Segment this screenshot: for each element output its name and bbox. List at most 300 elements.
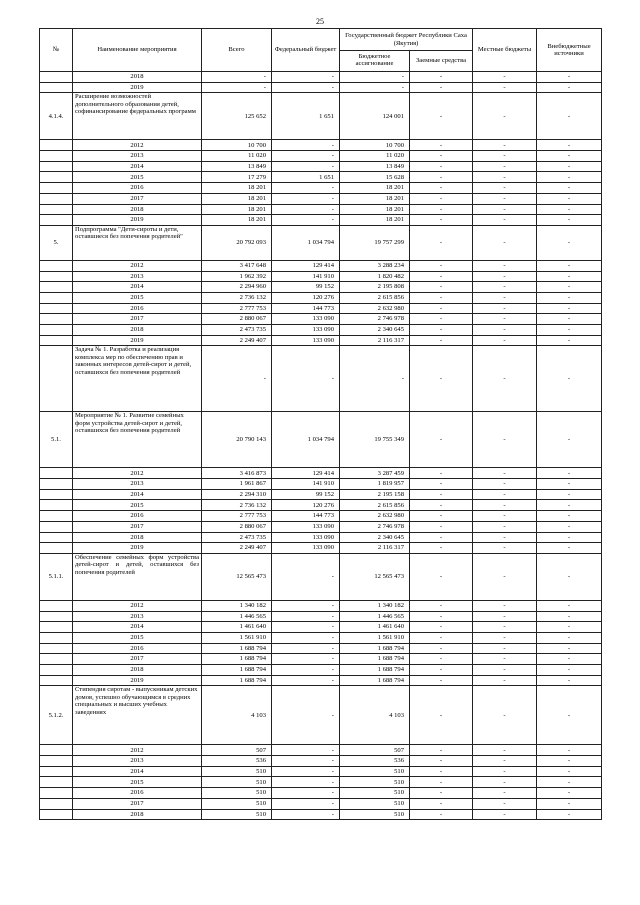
cell-federal: - bbox=[272, 161, 340, 172]
cell-number bbox=[40, 282, 73, 293]
table-row bbox=[40, 151, 602, 162]
cell-number bbox=[40, 632, 73, 643]
cell-local: - bbox=[473, 809, 537, 820]
page-number: 25 bbox=[316, 17, 324, 26]
cell-year: 2013 bbox=[73, 271, 202, 282]
table-row bbox=[40, 225, 602, 260]
cell-year: 2017 bbox=[73, 193, 202, 204]
cell-local: - bbox=[473, 172, 537, 183]
cell-extra: - bbox=[537, 511, 602, 522]
cell-local: - bbox=[473, 489, 537, 500]
cell-total: 2 294 960 bbox=[202, 282, 272, 293]
table-row bbox=[40, 335, 602, 346]
cell-year: 2012 bbox=[73, 468, 202, 479]
cell-republic-loan: - bbox=[410, 193, 473, 204]
cell-local: - bbox=[473, 151, 537, 162]
cell-number bbox=[40, 346, 73, 412]
cell-year: 2017 bbox=[73, 798, 202, 809]
header-republic-loan: Заемные средства bbox=[410, 51, 473, 72]
cell-year: 2014 bbox=[73, 161, 202, 172]
cell-total: 4 103 bbox=[202, 686, 272, 745]
cell-republic-loan: - bbox=[410, 611, 473, 622]
cell-republic-alloc: 18 201 bbox=[340, 183, 410, 194]
cell-local: - bbox=[473, 314, 537, 325]
cell-total: 2 880 067 bbox=[202, 314, 272, 325]
cell-republic-alloc: 2 746 978 bbox=[340, 314, 410, 325]
cell-federal: 133 090 bbox=[272, 335, 340, 346]
cell-local: - bbox=[473, 553, 537, 600]
cell-local: - bbox=[473, 675, 537, 686]
cell-republic-alloc: 507 bbox=[340, 745, 410, 756]
cell-republic-alloc: 2 116 317 bbox=[340, 335, 410, 346]
cell-local: - bbox=[473, 665, 537, 676]
cell-federal: 1 034 794 bbox=[272, 412, 340, 468]
cell-extra: - bbox=[537, 183, 602, 194]
cell-federal: 1 034 794 bbox=[272, 225, 340, 260]
cell-federal: - bbox=[272, 611, 340, 622]
cell-number bbox=[40, 303, 73, 314]
cell-republic-loan: - bbox=[410, 335, 473, 346]
cell-extra: - bbox=[537, 140, 602, 151]
header-federal: Федеральный бюджет bbox=[272, 29, 340, 72]
cell-total: - bbox=[202, 346, 272, 412]
cell-total: 2 880 067 bbox=[202, 521, 272, 532]
cell-year: 2013 bbox=[73, 151, 202, 162]
cell-local: - bbox=[473, 93, 537, 140]
cell-year: 2015 bbox=[73, 500, 202, 511]
cell-year: 2016 bbox=[73, 643, 202, 654]
cell-republic-loan: - bbox=[410, 600, 473, 611]
cell-extra: - bbox=[537, 479, 602, 490]
cell-number bbox=[40, 777, 73, 788]
cell-federal: 133 090 bbox=[272, 314, 340, 325]
cell-total: 2 777 753 bbox=[202, 303, 272, 314]
cell-republic-loan: - bbox=[410, 543, 473, 554]
cell-local: - bbox=[473, 798, 537, 809]
cell-federal: - bbox=[272, 777, 340, 788]
cell-republic-alloc: 1 819 957 bbox=[340, 479, 410, 490]
cell-republic-loan: - bbox=[410, 260, 473, 271]
cell-number bbox=[40, 665, 73, 676]
cell-republic-loan: - bbox=[410, 632, 473, 643]
cell-extra: - bbox=[537, 521, 602, 532]
table-row bbox=[40, 777, 602, 788]
cell-republic-alloc: 536 bbox=[340, 756, 410, 767]
cell-number: 5.1.1. bbox=[40, 553, 73, 600]
cell-extra: - bbox=[537, 468, 602, 479]
cell-local: - bbox=[473, 303, 537, 314]
cell-republic-loan: - bbox=[410, 665, 473, 676]
cell-extra: - bbox=[537, 151, 602, 162]
cell-republic-alloc: 18 201 bbox=[340, 204, 410, 215]
cell-year: 2013 bbox=[73, 479, 202, 490]
cell-federal: - bbox=[272, 82, 340, 93]
cell-extra: - bbox=[537, 346, 602, 412]
cell-number bbox=[40, 82, 73, 93]
cell-extra: - bbox=[537, 756, 602, 767]
cell-number: 5.1.2. bbox=[40, 686, 73, 745]
cell-number bbox=[40, 543, 73, 554]
cell-republic-alloc: 15 628 bbox=[340, 172, 410, 183]
cell-total: 18 201 bbox=[202, 193, 272, 204]
cell-year: 2018 bbox=[73, 72, 202, 83]
cell-republic-alloc: 1 340 182 bbox=[340, 600, 410, 611]
cell-local: - bbox=[473, 292, 537, 303]
cell-local: - bbox=[473, 521, 537, 532]
cell-local: - bbox=[473, 745, 537, 756]
cell-total: 1 688 794 bbox=[202, 665, 272, 676]
cell-number: 5.1. bbox=[40, 412, 73, 468]
table-row bbox=[40, 511, 602, 522]
table-row bbox=[40, 346, 602, 412]
cell-number bbox=[40, 611, 73, 622]
cell-total: 2 736 132 bbox=[202, 292, 272, 303]
cell-republic-loan: - bbox=[410, 161, 473, 172]
table-row bbox=[40, 204, 602, 215]
cell-year: 2018 bbox=[73, 809, 202, 820]
table-row bbox=[40, 303, 602, 314]
cell-local: - bbox=[473, 282, 537, 293]
cell-total: 2 777 753 bbox=[202, 511, 272, 522]
cell-republic-alloc: 1 688 794 bbox=[340, 675, 410, 686]
cell-year: 2019 bbox=[73, 675, 202, 686]
cell-total: 1 461 640 bbox=[202, 622, 272, 633]
cell-federal: - bbox=[272, 654, 340, 665]
cell-federal: 133 090 bbox=[272, 325, 340, 336]
table-row bbox=[40, 788, 602, 799]
cell-year: 2017 bbox=[73, 314, 202, 325]
cell-extra: - bbox=[537, 335, 602, 346]
header-name: Наименование мероприятия bbox=[73, 29, 202, 72]
cell-extra: - bbox=[537, 777, 602, 788]
cell-extra: - bbox=[537, 643, 602, 654]
cell-republic-loan: - bbox=[410, 809, 473, 820]
cell-year: 2013 bbox=[73, 756, 202, 767]
cell-republic-loan: - bbox=[410, 225, 473, 260]
cell-name: Мероприятие № 1. Развитие семейных форм устройства детей-сирот и детей, оставшихся без попечения родителей bbox=[73, 412, 202, 468]
header-local: Местные бюджеты bbox=[473, 29, 537, 72]
cell-republic-alloc: 3 288 234 bbox=[340, 260, 410, 271]
cell-federal: 144 773 bbox=[272, 511, 340, 522]
cell-number bbox=[40, 745, 73, 756]
cell-total: 18 201 bbox=[202, 204, 272, 215]
cell-extra: - bbox=[537, 532, 602, 543]
cell-federal: - bbox=[272, 686, 340, 745]
cell-extra: - bbox=[537, 161, 602, 172]
cell-republic-loan: - bbox=[410, 479, 473, 490]
cell-republic-alloc: 13 849 bbox=[340, 161, 410, 172]
cell-number bbox=[40, 511, 73, 522]
table-row bbox=[40, 282, 602, 293]
cell-republic-loan: - bbox=[410, 777, 473, 788]
cell-extra: - bbox=[537, 500, 602, 511]
cell-republic-loan: - bbox=[410, 271, 473, 282]
cell-federal: 1 651 bbox=[272, 93, 340, 140]
cell-total: 2 294 310 bbox=[202, 489, 272, 500]
cell-total: 510 bbox=[202, 766, 272, 777]
cell-total: 20 792 093 bbox=[202, 225, 272, 260]
cell-republic-alloc: 2 746 978 bbox=[340, 521, 410, 532]
cell-republic-alloc: 4 103 bbox=[340, 686, 410, 745]
cell-total: 1 340 182 bbox=[202, 600, 272, 611]
cell-local: - bbox=[473, 756, 537, 767]
cell-local: - bbox=[473, 600, 537, 611]
cell-federal: - bbox=[272, 193, 340, 204]
cell-republic-loan: - bbox=[410, 798, 473, 809]
cell-federal: 133 090 bbox=[272, 543, 340, 554]
cell-total: 510 bbox=[202, 777, 272, 788]
table-row bbox=[40, 686, 602, 745]
cell-local: - bbox=[473, 271, 537, 282]
cell-local: - bbox=[473, 335, 537, 346]
cell-local: - bbox=[473, 82, 537, 93]
cell-number bbox=[40, 183, 73, 194]
cell-local: - bbox=[473, 766, 537, 777]
cell-year: 2019 bbox=[73, 215, 202, 226]
table-row bbox=[40, 766, 602, 777]
cell-number bbox=[40, 161, 73, 172]
table-row bbox=[40, 82, 602, 93]
header-extra: Внебюджетные источники bbox=[537, 29, 602, 72]
cell-federal: - bbox=[272, 788, 340, 799]
table-row bbox=[40, 140, 602, 151]
cell-number bbox=[40, 766, 73, 777]
cell-total: 125 652 bbox=[202, 93, 272, 140]
cell-number bbox=[40, 314, 73, 325]
cell-republic-alloc: 18 201 bbox=[340, 193, 410, 204]
cell-number bbox=[40, 479, 73, 490]
cell-extra: - bbox=[537, 82, 602, 93]
table-row bbox=[40, 260, 602, 271]
cell-republic-alloc: 510 bbox=[340, 788, 410, 799]
cell-republic-loan: - bbox=[410, 325, 473, 336]
table-row bbox=[40, 553, 602, 600]
cell-total: 2 249 407 bbox=[202, 335, 272, 346]
cell-republic-alloc: 1 688 794 bbox=[340, 643, 410, 654]
cell-local: - bbox=[473, 686, 537, 745]
cell-extra: - bbox=[537, 809, 602, 820]
cell-federal: - bbox=[272, 622, 340, 633]
header-total: Всего bbox=[202, 29, 272, 72]
cell-federal: - bbox=[272, 151, 340, 162]
cell-year: 2018 bbox=[73, 665, 202, 676]
cell-republic-loan: - bbox=[410, 643, 473, 654]
cell-year: 2016 bbox=[73, 788, 202, 799]
cell-year: 2015 bbox=[73, 777, 202, 788]
cell-year: 2018 bbox=[73, 325, 202, 336]
cell-federal: 141 910 bbox=[272, 271, 340, 282]
cell-local: - bbox=[473, 183, 537, 194]
cell-name: Подпрограмма "Дети-сироты и дети, оставшиеся без попечения родителей" bbox=[73, 225, 202, 260]
cell-number bbox=[40, 532, 73, 543]
cell-local: - bbox=[473, 225, 537, 260]
cell-local: - bbox=[473, 412, 537, 468]
cell-extra: - bbox=[537, 292, 602, 303]
cell-republic-alloc: 1 461 640 bbox=[340, 622, 410, 633]
cell-extra: - bbox=[537, 745, 602, 756]
budget-table bbox=[39, 28, 602, 820]
table-row bbox=[40, 193, 602, 204]
cell-number bbox=[40, 193, 73, 204]
cell-year: 2015 bbox=[73, 632, 202, 643]
cell-republic-loan: - bbox=[410, 204, 473, 215]
cell-year: 2015 bbox=[73, 292, 202, 303]
cell-total: 536 bbox=[202, 756, 272, 767]
table-row bbox=[40, 532, 602, 543]
cell-year: 2012 bbox=[73, 140, 202, 151]
cell-federal: 120 276 bbox=[272, 292, 340, 303]
cell-local: - bbox=[473, 654, 537, 665]
cell-republic-loan: - bbox=[410, 675, 473, 686]
cell-year: 2014 bbox=[73, 622, 202, 633]
cell-total: 12 565 473 bbox=[202, 553, 272, 600]
cell-number bbox=[40, 260, 73, 271]
cell-year: 2017 bbox=[73, 521, 202, 532]
table-row bbox=[40, 675, 602, 686]
cell-federal: 99 152 bbox=[272, 489, 340, 500]
cell-republic-alloc: 510 bbox=[340, 777, 410, 788]
cell-republic-alloc: - bbox=[340, 82, 410, 93]
cell-number bbox=[40, 675, 73, 686]
cell-local: - bbox=[473, 72, 537, 83]
cell-year: 2019 bbox=[73, 82, 202, 93]
cell-republic-loan: - bbox=[410, 183, 473, 194]
cell-republic-alloc: 510 bbox=[340, 766, 410, 777]
cell-total: 1 446 565 bbox=[202, 611, 272, 622]
cell-number bbox=[40, 489, 73, 500]
cell-local: - bbox=[473, 532, 537, 543]
cell-republic-alloc: 1 446 565 bbox=[340, 611, 410, 622]
cell-total: - bbox=[202, 72, 272, 83]
cell-extra: - bbox=[537, 489, 602, 500]
cell-federal: 99 152 bbox=[272, 282, 340, 293]
cell-federal: - bbox=[272, 346, 340, 412]
table-row bbox=[40, 611, 602, 622]
table-row bbox=[40, 412, 602, 468]
cell-extra: - bbox=[537, 600, 602, 611]
cell-republic-loan: - bbox=[410, 282, 473, 293]
cell-extra: - bbox=[537, 543, 602, 554]
cell-extra: - bbox=[537, 271, 602, 282]
cell-extra: - bbox=[537, 204, 602, 215]
table-row bbox=[40, 325, 602, 336]
table-header bbox=[40, 29, 602, 72]
cell-number bbox=[40, 325, 73, 336]
cell-extra: - bbox=[537, 553, 602, 600]
cell-local: - bbox=[473, 346, 537, 412]
cell-republic-alloc: 2 195 808 bbox=[340, 282, 410, 293]
cell-local: - bbox=[473, 543, 537, 554]
cell-number bbox=[40, 756, 73, 767]
cell-year: 2012 bbox=[73, 745, 202, 756]
cell-federal: - bbox=[272, 798, 340, 809]
cell-republic-loan: - bbox=[410, 292, 473, 303]
header-no: № bbox=[40, 29, 73, 72]
cell-republic-alloc: 510 bbox=[340, 798, 410, 809]
cell-total: 2 249 407 bbox=[202, 543, 272, 554]
cell-republic-alloc: 19 757 299 bbox=[340, 225, 410, 260]
cell-number bbox=[40, 622, 73, 633]
cell-extra: - bbox=[537, 611, 602, 622]
cell-republic-alloc: 2 615 856 bbox=[340, 500, 410, 511]
table-body bbox=[40, 72, 602, 820]
cell-federal: - bbox=[272, 766, 340, 777]
table-row bbox=[40, 745, 602, 756]
cell-extra: - bbox=[537, 193, 602, 204]
cell-year: 2012 bbox=[73, 600, 202, 611]
table-row bbox=[40, 314, 602, 325]
cell-year: 2012 bbox=[73, 260, 202, 271]
cell-federal: 133 090 bbox=[272, 532, 340, 543]
cell-total: 1 561 910 bbox=[202, 632, 272, 643]
cell-republic-loan: - bbox=[410, 745, 473, 756]
cell-total: 11 020 bbox=[202, 151, 272, 162]
cell-total: 1 688 794 bbox=[202, 675, 272, 686]
cell-republic-alloc: 19 755 349 bbox=[340, 412, 410, 468]
cell-number bbox=[40, 215, 73, 226]
cell-federal: 129 414 bbox=[272, 468, 340, 479]
cell-total: 510 bbox=[202, 809, 272, 820]
cell-republic-alloc: 12 565 473 bbox=[340, 553, 410, 600]
cell-local: - bbox=[473, 479, 537, 490]
cell-federal: - bbox=[272, 183, 340, 194]
cell-republic-loan: - bbox=[410, 489, 473, 500]
cell-republic-loan: - bbox=[410, 500, 473, 511]
cell-number bbox=[40, 172, 73, 183]
cell-federal: - bbox=[272, 756, 340, 767]
cell-republic-alloc: 2 195 158 bbox=[340, 489, 410, 500]
cell-republic-alloc: 18 201 bbox=[340, 215, 410, 226]
cell-federal: - bbox=[272, 745, 340, 756]
cell-extra: - bbox=[537, 303, 602, 314]
cell-number bbox=[40, 809, 73, 820]
cell-local: - bbox=[473, 215, 537, 226]
table-row bbox=[40, 798, 602, 809]
table-row bbox=[40, 643, 602, 654]
cell-number bbox=[40, 271, 73, 282]
cell-total: 3 417 648 bbox=[202, 260, 272, 271]
table-row bbox=[40, 632, 602, 643]
cell-republic-loan: - bbox=[410, 140, 473, 151]
cell-extra: - bbox=[537, 215, 602, 226]
cell-republic-loan: - bbox=[410, 766, 473, 777]
cell-year: 2019 bbox=[73, 335, 202, 346]
table-row bbox=[40, 521, 602, 532]
cell-local: - bbox=[473, 611, 537, 622]
cell-federal: - bbox=[272, 600, 340, 611]
cell-total: 1 688 794 bbox=[202, 654, 272, 665]
header-republic-alloc: Бюджетное ассигнование bbox=[340, 51, 410, 72]
cell-republic-alloc: 1 688 794 bbox=[340, 654, 410, 665]
cell-number bbox=[40, 204, 73, 215]
cell-number bbox=[40, 292, 73, 303]
cell-republic-alloc: 1 820 482 bbox=[340, 271, 410, 282]
cell-federal: 144 773 bbox=[272, 303, 340, 314]
cell-republic-alloc: 2 340 645 bbox=[340, 325, 410, 336]
cell-extra: - bbox=[537, 282, 602, 293]
cell-federal: - bbox=[272, 632, 340, 643]
cell-local: - bbox=[473, 161, 537, 172]
cell-year: 2018 bbox=[73, 532, 202, 543]
cell-republic-alloc: 10 700 bbox=[340, 140, 410, 151]
cell-total: 1 688 794 bbox=[202, 643, 272, 654]
cell-local: - bbox=[473, 260, 537, 271]
cell-republic-alloc: 2 340 645 bbox=[340, 532, 410, 543]
cell-republic-loan: - bbox=[410, 521, 473, 532]
cell-number bbox=[40, 643, 73, 654]
cell-total: 2 473 735 bbox=[202, 325, 272, 336]
cell-republic-loan: - bbox=[410, 412, 473, 468]
